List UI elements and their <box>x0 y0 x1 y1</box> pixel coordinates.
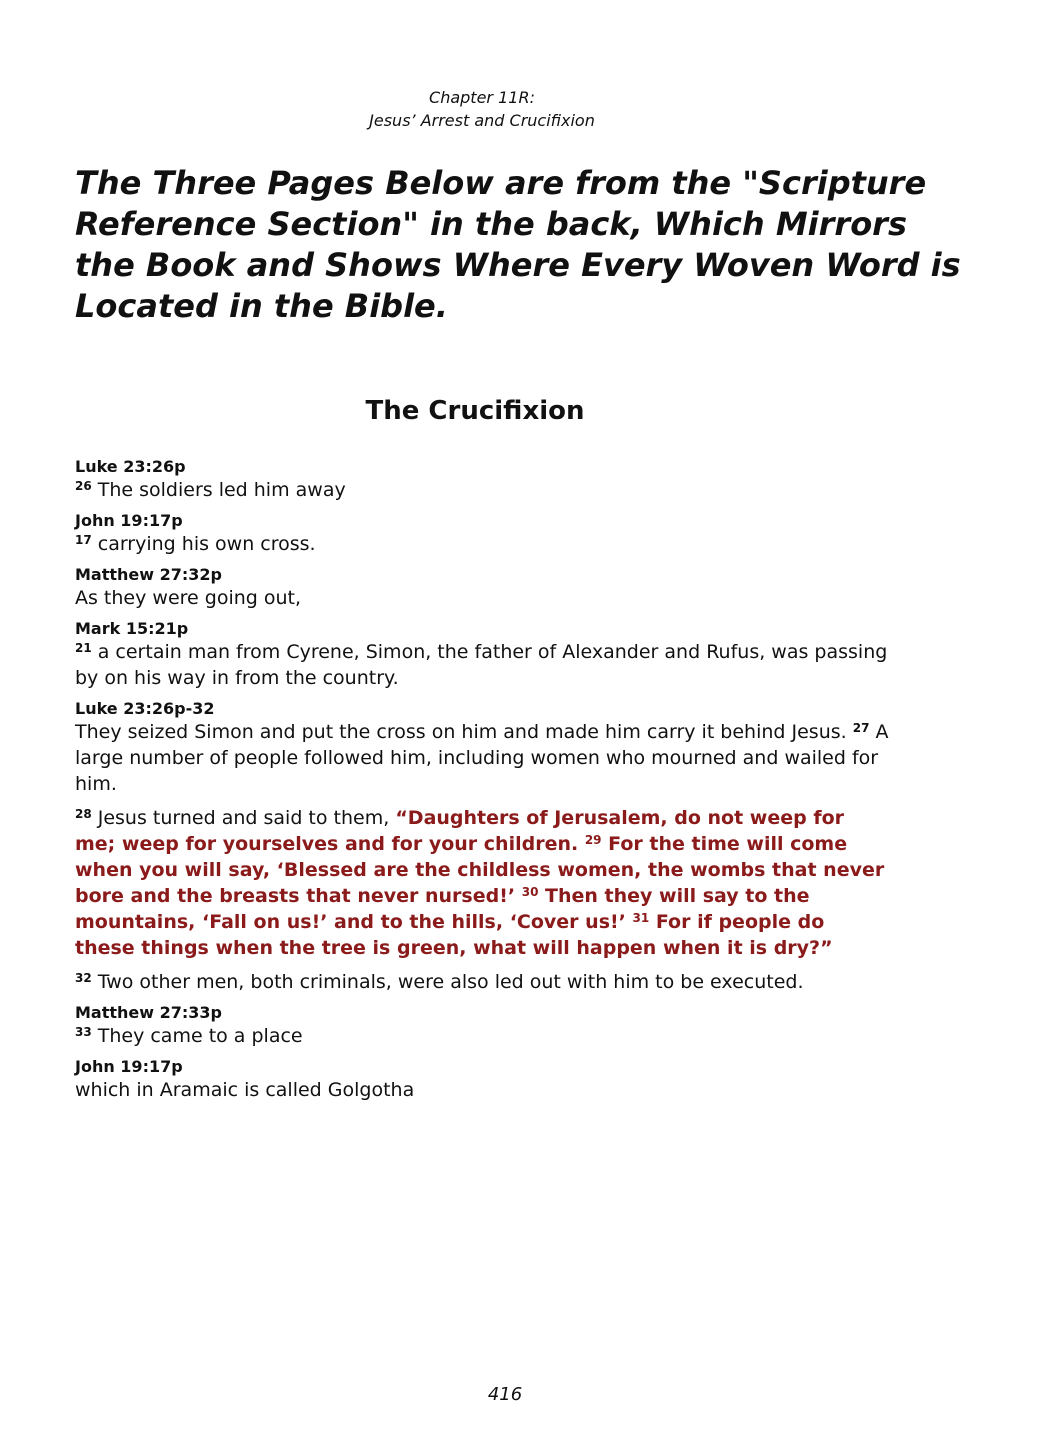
passage <box>75 565 890 611</box>
passage-text <box>75 969 890 995</box>
intro-heading: The Three Pages Below are from the "Scripture Reference Section" in the back, Which Mirrors the Book and Shows Where Every Woven Word is Located in the Bible. <box>75 164 961 325</box>
verse-number: 28 <box>75 807 92 821</box>
section-title: The Crucifixion <box>365 396 585 426</box>
passage-text <box>75 531 890 557</box>
chapter-subtitle: Jesus’ Arrest and Crucifixion <box>369 111 595 130</box>
verse-text: They came to a place <box>91 1025 303 1047</box>
verse-text: a certain man from Cyrene, Simon, the father of Alexander and Rufus, was passing by on his way in from the country. <box>75 641 888 689</box>
passage-text <box>75 1077 890 1103</box>
verse-text: Two other men, both criminals, were also led out with him to be executed. <box>91 971 804 993</box>
verse-number: 33 <box>75 1025 92 1039</box>
scripture-reference: John 19:17p <box>75 511 183 530</box>
words-of-jesus: For the time will come when you will say, ‘Blessed are the childless women, the wombs that never bore and the breasts that never nursed!’ <box>75 833 885 907</box>
verse-text: Jesus turned and said to them, <box>91 807 396 829</box>
chapter-label: Chapter 11R: <box>429 88 535 107</box>
passage <box>75 699 890 995</box>
passage-text <box>75 477 890 503</box>
passage-text <box>75 719 890 797</box>
page-number: 416 <box>487 1384 523 1405</box>
scripture-reference: John 19:17p <box>75 1057 183 1076</box>
verse-number: 17 <box>75 533 92 547</box>
verse-text: A large number of people followed him, including women who mourned and wailed for him. <box>75 721 889 795</box>
passage <box>75 457 890 503</box>
words-of-jesus: Then they will say to the mountains, ‘Fall on us!’ and to the hills, ‘Cover us!’ <box>75 885 810 933</box>
words-of-jesus: “Daughters of Jerusalem, do not weep for me; weep for yourselves and for your children. <box>75 807 845 855</box>
verse-text: carrying his own cross. <box>91 533 316 555</box>
scripture-reference: Luke 23:26p-32 <box>75 699 215 718</box>
passage <box>75 511 890 557</box>
verse-number: 27 <box>852 721 870 735</box>
verse-number: 30 <box>521 885 539 899</box>
verse-text: The soldiers led him away <box>91 479 346 501</box>
passage <box>75 1057 890 1103</box>
passage-text <box>75 585 890 611</box>
passage-text <box>75 1023 890 1049</box>
passage <box>75 1003 890 1049</box>
passage-text <box>75 805 890 961</box>
chapter-header <box>0 86 964 132</box>
verse-number: 29 <box>584 833 602 847</box>
verse-text: As they were going out, <box>75 587 302 609</box>
verse-number: 26 <box>75 479 92 493</box>
verse-number: 31 <box>632 911 650 925</box>
passage-text <box>75 639 890 691</box>
verse-number: 21 <box>75 641 92 655</box>
scripture-passages <box>75 457 890 1111</box>
verse-text: They seized Simon and put the cross on him and made him carry it behind Jesus. <box>75 721 853 743</box>
scripture-reference: Matthew 27:32p <box>75 565 222 584</box>
scripture-reference: Luke 23:26p <box>75 457 186 476</box>
scripture-reference: Matthew 27:33p <box>75 1003 222 1022</box>
verse-text: which in Aramaic is called Golgotha <box>75 1079 415 1101</box>
scripture-reference: Mark 15:21p <box>75 619 189 638</box>
passage <box>75 619 890 691</box>
verse-number: 32 <box>75 971 92 985</box>
words-of-jesus: For if people do these things when the tree is green, what will happen when it is dry?” <box>75 911 833 959</box>
